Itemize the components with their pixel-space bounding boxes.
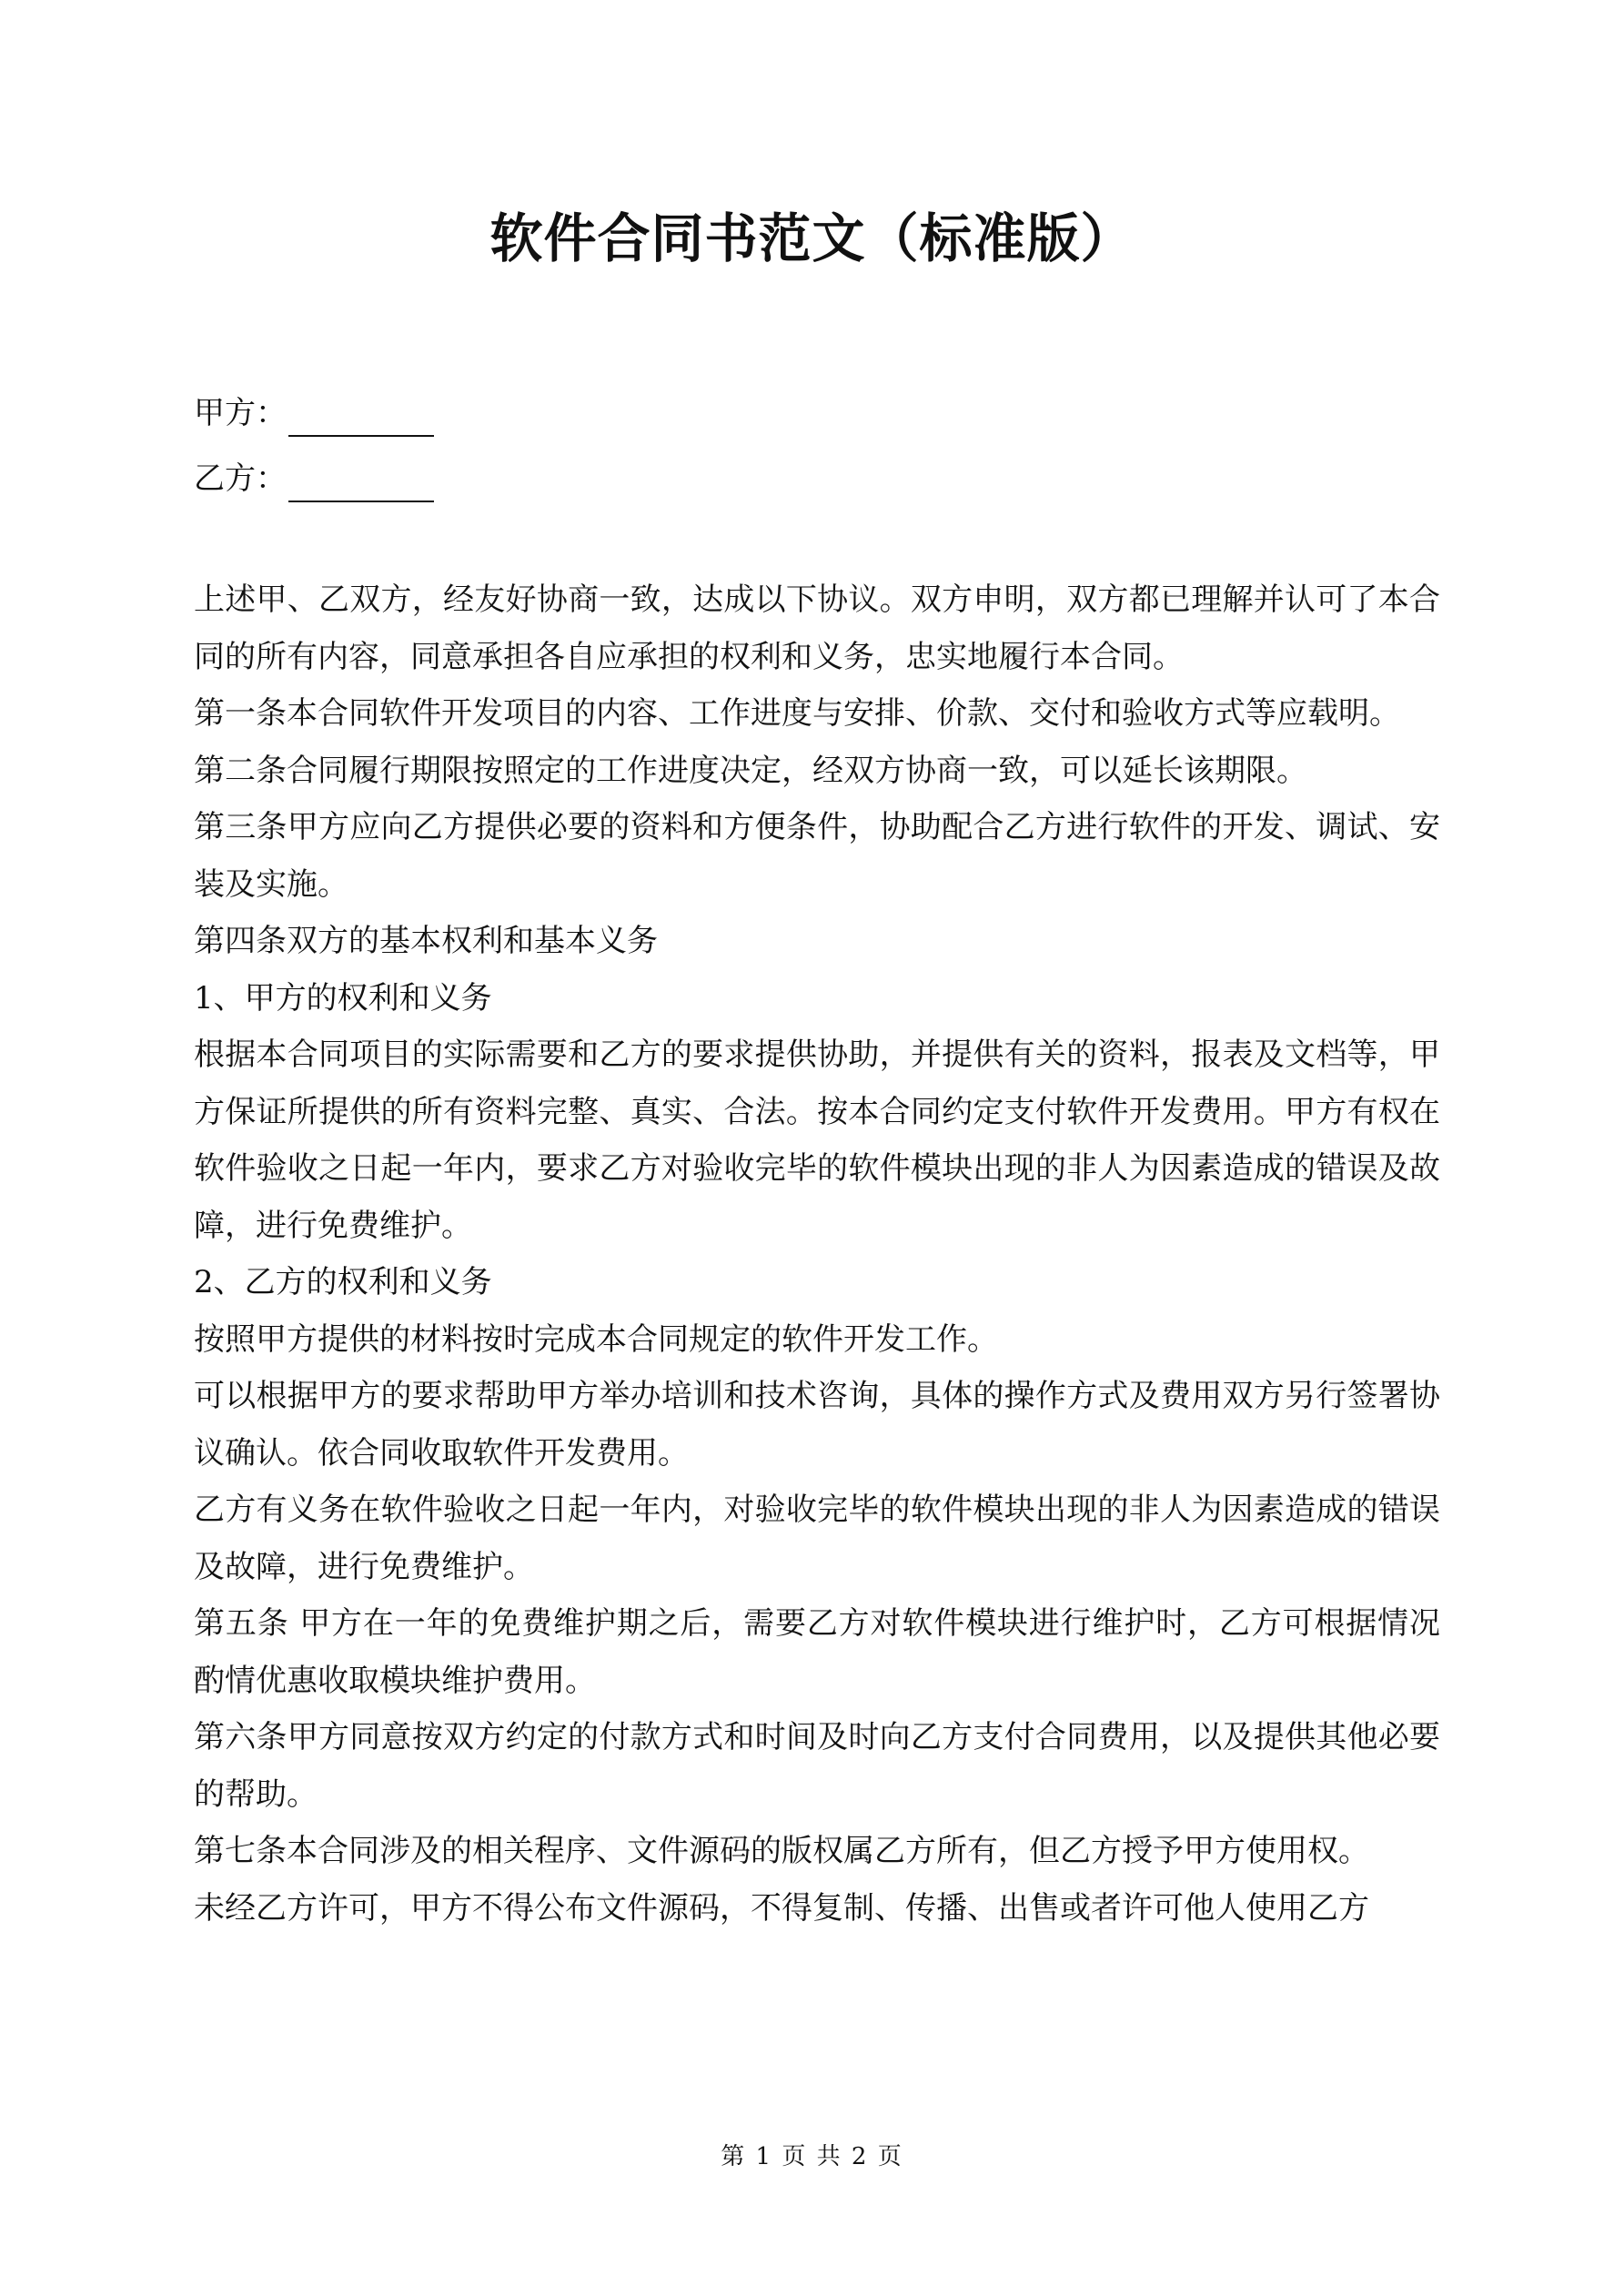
paragraph-article-5: 第五条 甲方在一年的免费维护期之后，需要乙方对软件模块进行维护时，乙方可根据情况酌情优惠收取模块维护费用。 [194,1605,1440,1699]
paragraph-party-b-duty-2: 可以根据甲方的要求帮助甲方举办培训和技术咨询，具体的操作方式及费用双方另行签署协议确认。依合同收取软件开发费用。 [194,1378,1440,1472]
paragraph-article-7: 第七条本合同涉及的相关程序、文件源码的版权属乙方所有，但乙方授予甲方使用权。 [194,1833,1369,1869]
party-a-blank [288,402,434,437]
paragraph-article-1: 第一条本合同软件开发项目的内容、工作进度与安排、价款、交付和验收方式等应载明。 [194,695,1400,732]
party-a-label: 甲方： [194,395,287,431]
document-body [194,571,1440,1937]
paragraph-article-4-heading: 第四条双方的基本权利和基本义务 [194,923,658,959]
party-b-line [194,455,434,502]
paragraph-article-2: 第二条合同履行期限按照定的工作进度决定，经双方协商一致，可以延长该期限。 [194,752,1307,789]
paragraph-article-6: 第六条甲方同意按双方约定的付款方式和时间及时向乙方支付合同费用，以及提供其他必要的帮助。 [194,1719,1440,1813]
party-a-line [194,389,434,437]
paragraph-party-a-rights-heading: 1、甲方的权利和义务 [194,979,492,1017]
party-b-blank [288,468,434,502]
page-footer: 第 1 页 共 2 页 [721,2143,903,2170]
paragraph-article-3: 第三条甲方应向乙方提供必要的资料和方便条件，协助配合乙方进行软件的开发、调试、安装及实施。 [194,809,1440,903]
document-title: 软件合同书范文（标准版） [489,207,1135,269]
paragraph-party-b-rights-heading: 2、乙方的权利和义务 [194,1264,492,1300]
party-b-label: 乙方： [194,460,287,497]
paragraph-party-a-rights: 根据本合同项目的实际需要和乙方的要求提供协助，并提供有关的资料，报表及文档等，甲方保证所提供的所有资料完整、真实、合法。按本合同约定支付软件开发费用。甲方有权在软件验收之日起一年内，要求乙方对验收完毕的软件模块出现的非人为因素造成的错误及故障，进行免费维护。 [194,1037,1440,1244]
paragraph-article-7-continued: 未经乙方许可，甲方不得公布文件源码，不得复制、传播、出售或者许可他人使用乙方 [194,1889,1369,1927]
paragraph-party-b-duty-1: 按照甲方提供的材料按时完成本合同规定的软件开发工作。 [194,1320,998,1358]
paragraph-preamble: 上述甲、乙双方，经友好协商一致，达成以下协议。双方申明，双方都已理解并认可了本合同的所有内容，同意承担各自应承担的权利和义务，忠实地履行本合同。 [194,582,1440,675]
paragraph-party-b-duty-3: 乙方有义务在软件验收之日起一年内，对验收完毕的软件模块出现的非人为因素造成的错误及故障，进行免费维护。 [194,1492,1440,1585]
